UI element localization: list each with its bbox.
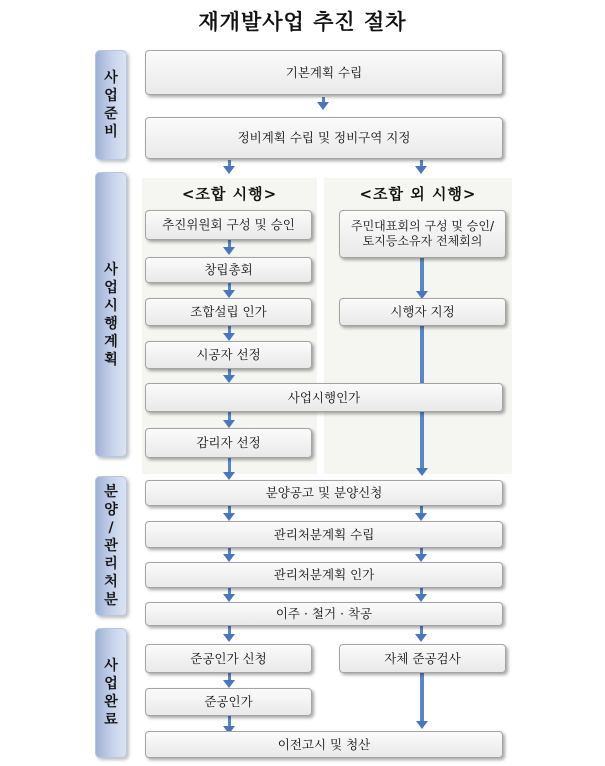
arrow-head: [223, 554, 235, 562]
arrow-head: [223, 290, 235, 298]
arrow-shaft: [228, 240, 231, 247]
arrow-head: [415, 513, 427, 521]
arrow-head: [223, 680, 235, 688]
phase-completion: 사 업 완 료: [95, 628, 127, 758]
arrow-head: [416, 468, 428, 476]
arrow-head: [223, 594, 235, 602]
step-redev-plan: 정비계획 수립 및 정비구역 지정: [145, 117, 503, 159]
step-relocation: 이주 · 철거 · 착공: [145, 602, 503, 626]
arrow-head: [223, 166, 235, 174]
arrow-shaft: [228, 412, 231, 420]
phase-implementation-plan: 사 업 시 행 계 획: [95, 172, 127, 457]
step-project-approval: 사업시행인가: [145, 383, 503, 412]
arrow-head: [415, 166, 427, 174]
arrow-shaft: [228, 626, 231, 634]
arrow-head: [223, 472, 235, 480]
arrow-head: [223, 247, 235, 255]
step-contractor-selection: 시공자 선정: [145, 341, 312, 369]
phase-preparation: 사 업 준 비: [95, 50, 127, 160]
arrow-shaft: [228, 326, 231, 333]
step-resident-rep: 주민대표회의 구성 및 승인/ 토지등소유자 전체회의: [339, 210, 506, 258]
step-mgmt-plan: 관리처분계획 수립: [145, 521, 503, 548]
arrow-shaft: [420, 506, 423, 513]
step-basic-plan: 기본계획 수립: [145, 50, 503, 95]
step-completion-approval: 준공인가: [145, 688, 312, 716]
arrow-head: [223, 513, 235, 521]
non-union-track-header: <조합 외 시행>: [359, 185, 477, 203]
arrow-shaft: [420, 673, 424, 721]
arrow-head: [415, 594, 427, 602]
step-completion-apply: 준공인가 신청: [145, 644, 312, 673]
union-track-header: <조합 시행>: [181, 185, 278, 203]
arrow-head: [223, 420, 235, 428]
arrow-shaft: [228, 716, 231, 726]
arrow-head: [415, 554, 427, 562]
arrow-head: [415, 634, 427, 642]
arrow-head: [223, 333, 235, 341]
diagram-title: 재개발사업 추진 절차: [198, 10, 407, 34]
step-committee: 추진위원회 구성 및 승인: [145, 210, 312, 240]
step-supervisor-selection: 감리자 선정: [145, 428, 312, 458]
arrow-shaft: [228, 506, 231, 513]
step-sale-notice: 분양공고 및 분양신청: [145, 480, 503, 506]
arrow-shaft: [420, 626, 423, 634]
arrow-head: [223, 375, 235, 383]
arrow-shaft: [228, 673, 231, 680]
step-mgmt-approval: 관리처분계획 인가: [145, 562, 503, 588]
arrow-head: [223, 634, 235, 642]
step-self-inspection: 자체 준공검사: [339, 644, 506, 673]
step-union-approval: 조합설립 인가: [145, 298, 312, 326]
arrow-head: [416, 721, 428, 729]
step-implementer-designation: 시행자 지정: [339, 298, 506, 326]
arrow-head: [317, 102, 329, 110]
phase-sale-management: 분 양 / 관 리 처 분: [95, 476, 127, 616]
step-transfer-settlement: 이전고시 및 청산: [145, 731, 503, 758]
step-founding-meeting: 창립총회: [145, 257, 312, 283]
arrow-shaft: [420, 258, 424, 291]
arrow-shaft: [228, 283, 231, 290]
arrow-shaft: [228, 458, 231, 472]
